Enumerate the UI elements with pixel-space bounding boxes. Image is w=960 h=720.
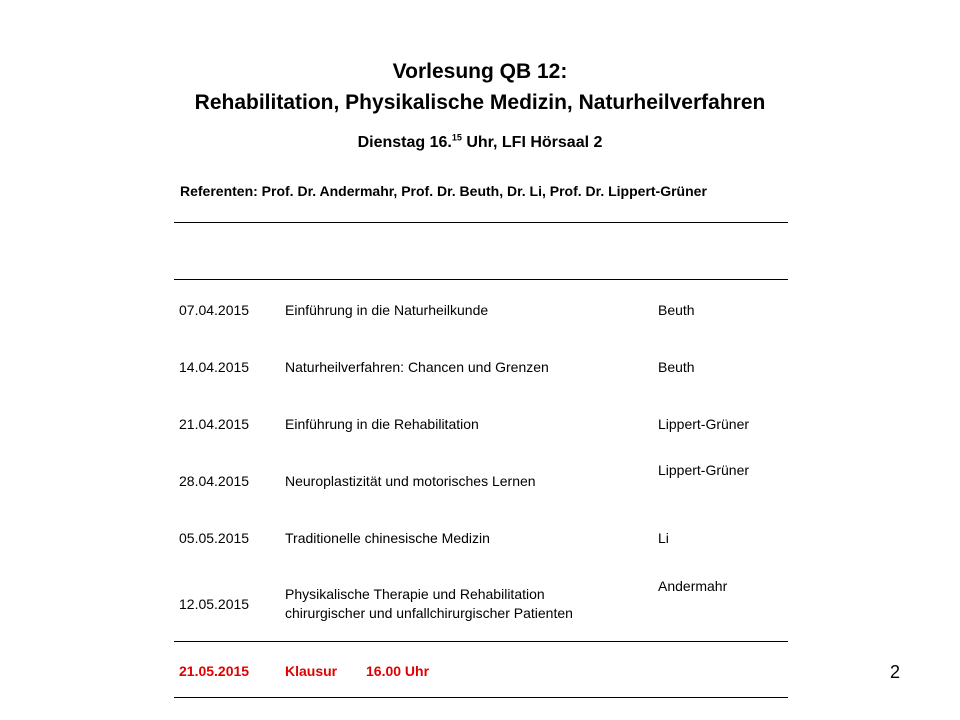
row-lecturer: Andermahr [658, 578, 728, 594]
row-topic: Einführung in die Naturheilkunde [285, 302, 489, 318]
page-number: 2 [890, 662, 901, 682]
row-topic-line-2: chirurgischer und unfallchirurgischer Patienten [285, 605, 573, 621]
exam-date: 21.05.2015 [179, 663, 250, 679]
subtitle-prefix: Dienstag 16. [357, 134, 452, 151]
referenten-line: Referenten: Prof. Dr. Andermahr, Prof. Dr. Beuth, Dr. Li, Prof. Dr. Lippert-Grüner [180, 183, 707, 199]
row-date: 05.05.2015 [179, 530, 250, 546]
row-date: 14.04.2015 [179, 359, 250, 375]
row-topic: Einführung in die Rehabilitation [285, 416, 479, 432]
divider [174, 641, 788, 642]
title-line-1: Vorlesung QB 12: [392, 60, 568, 83]
row-topic: Neuroplastizität und motorisches Lernen [285, 473, 536, 489]
row-topic: Traditionelle chinesische Medizin [285, 530, 490, 546]
divider [174, 222, 788, 223]
row-date: 12.05.2015 [179, 596, 250, 612]
exam-time: 16.00 Uhr [366, 663, 430, 679]
divider [174, 697, 788, 698]
subtitle-suffix: Uhr, LFI Hörsaal 2 [461, 134, 603, 151]
row-lecturer: Lippert-Grüner [658, 416, 750, 432]
exam-label: Klausur [285, 663, 338, 679]
divider [174, 279, 788, 280]
row-date: 21.04.2015 [179, 416, 250, 432]
row-lecturer: Li [658, 530, 669, 546]
row-topic-line-1: Physikalische Therapie und Rehabilitation [285, 586, 545, 602]
row-lecturer: Beuth [658, 359, 695, 375]
row-lecturer: Lippert-Grüner [658, 462, 750, 478]
row-date: 28.04.2015 [179, 473, 250, 489]
row-topic: Naturheilverfahren: Chancen und Grenzen [285, 359, 549, 375]
row-date: 07.04.2015 [179, 302, 250, 318]
subtitle-superscript: 15 [451, 132, 462, 143]
subtitle [0, 134, 960, 152]
title-line-2: Rehabilitation, Physikalische Medizin, Naturheilverfahren [194, 91, 766, 114]
row-lecturer: Beuth [658, 302, 695, 318]
